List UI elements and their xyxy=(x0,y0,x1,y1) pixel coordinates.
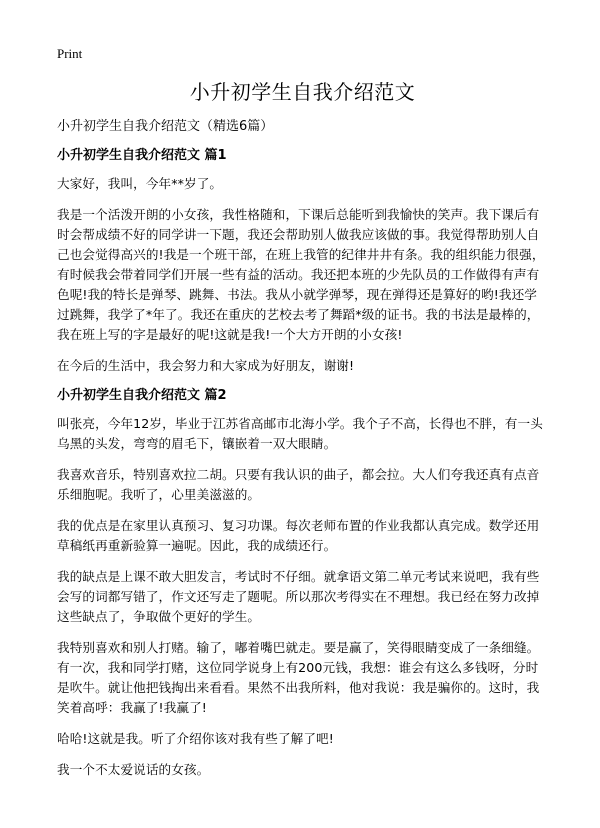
paragraph: 我特别喜欢和别人打赌。输了，嘟着嘴巴就走。要是赢了，笑得眼睛变成了一条细缝。有一次，我和同学打赌，这位同学说身上有200元钱，我想：谁会有这么多钱呀，分时是吹牛。就让他把钱掏出来看看。果然不出我所料，他对我说：我是骗你的。这时，我笑着高呼：我赢了!我赢了! xyxy=(57,640,540,715)
paragraph: 在今后的生活中，我会努力和大家成为好朋友，谢谢! xyxy=(57,358,355,373)
paragraph: 我的优点是在家里认真预习、复习功课。每次老师布置的作业我都认真完成。数学还用草稿纸再重新验算一遍呢。因此，我的成绩还行。 xyxy=(57,518,540,553)
paragraph: 我是一个活泼开朗的小女孩，我性格随和，下课后总能听到我愉快的笑声。我下课后有时会帮成绩不好的同学讲一下题，我还会帮助别人做我应该做的事。我觉得帮助别人自己也会觉得高兴的!我是一个班干部，在班上我管的纪律井井有条。我的组织能力很强，有时候我会带着同学们开展一些有益的活动。我还把本班的少先队员的工作做得有声有色呢!我的特长是弹琴、跳舞、书法。我从小就学弹琴，现在弹得还是算好的哟!我还学过跳舞，我学了*年了。我还在重庆的艺校去考了舞蹈*级的证书。我的书法是最棒的，我在班上写的字是最好的呢!这就是我!一个大方开朗的小女孩! xyxy=(57,207,545,342)
paragraph: 我一个不太爱说话的女孩。 xyxy=(57,762,210,777)
section-heading: 小升初学生自我介绍范文 篇2 xyxy=(57,388,227,403)
paragraph: 叫张亮，今年12岁，毕业于江苏省高邮市北海小学。我个子不高，长得也不胖，有一头乌黑的头发，弯弯的眉毛下，镶嵌着一双大眼睛。 xyxy=(57,416,543,451)
print-link[interactable]: Print xyxy=(57,46,83,61)
paragraph: 大家好，我叫，今年**岁了。 xyxy=(57,176,223,191)
paragraph: 我喜欢音乐，特别喜欢拉二胡。只要有我认识的曲子，都会拉。大人们夸我还真有点音乐细胞呢。我听了，心里美滋滋的。 xyxy=(57,467,540,502)
page-title: 小升初学生自我介绍范文 xyxy=(189,80,416,104)
section-1 xyxy=(57,147,548,376)
section-2 xyxy=(57,387,548,780)
document-subtitle: 小升初学生自我介绍范文（精选6篇） xyxy=(57,119,274,134)
section-heading: 小升初学生自我介绍范文 篇1 xyxy=(57,148,227,163)
paragraph: 我的缺点是上课不敢大胆发言，考试时不仔细。就拿语文第二单元考试来说吧，我有些会写的词都写错了，作文还写走了题呢。所以那次考得实在不理想。我已经在努力改掉这些缺点了，争取做个更好的学生。 xyxy=(57,569,540,624)
paragraph: 哈哈!这就是我。听了介绍你该对我有些了解了吧! xyxy=(57,731,334,746)
